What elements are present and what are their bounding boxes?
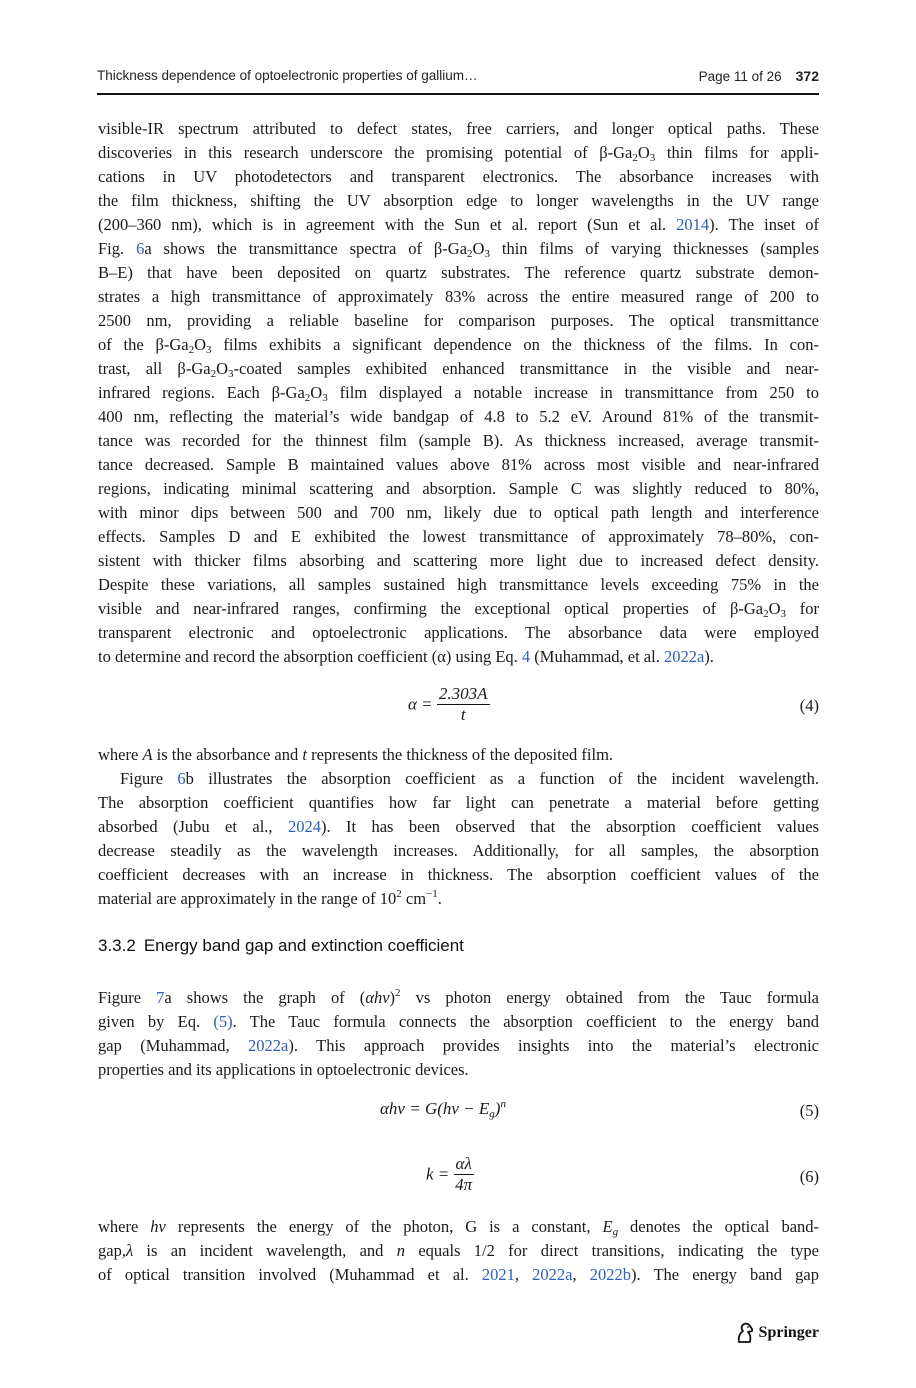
running-header	[97, 66, 819, 92]
equation-4	[98, 684, 819, 734]
eq4-denominator: t	[460, 705, 466, 724]
text-line: gap,λ is an incident wavelength, and n equals 1/2 for direct transitions, indicating the type	[98, 1241, 819, 1260]
text-line: The absorption coefficient quantifies how far light can penetrate a material before getting	[98, 793, 819, 812]
text-line: to determine and record the absorption coefficient (α) using Eq. 4 (Muhammad, et al. 2022a).	[98, 647, 714, 666]
text-line: Despite these variations, all samples sustained high transmittance levels exceeding 75% in the	[98, 575, 819, 594]
section-heading	[98, 936, 464, 956]
equation-link[interactable]: 4	[521, 647, 531, 666]
citation-link[interactable]: 2021	[481, 1265, 515, 1284]
paragraph-3	[98, 986, 819, 1082]
publisher-logo	[735, 1322, 819, 1344]
paragraph-2	[98, 743, 819, 911]
header-rule	[97, 93, 819, 95]
citation-link[interactable]: 2022b	[589, 1265, 631, 1284]
text-line: given by Eq. (5). The Tauc formula connects the absorption coefficient to the energy band	[98, 1012, 819, 1031]
figure-link[interactable]: 6	[136, 239, 145, 258]
text-line: tance decreased. Sample B maintained values above 81% across most visible and near-infrared	[98, 455, 819, 474]
section-number: 3.3.2	[98, 936, 136, 955]
eq6-lhs: k =	[426, 1164, 450, 1184]
equation-number: (6)	[799, 1167, 819, 1186]
text-line: the film thickness, shifting the UV absorption edge to longer wavelengths in the UV range	[98, 191, 819, 210]
citation-link[interactable]: 2022a	[248, 1036, 289, 1055]
page-of-total: Page 11 of 26	[698, 69, 782, 84]
text-line: Figure 6b illustrates the absorption coefficient as a function of the incident wavelength.	[120, 769, 819, 788]
text-line: properties and its applications in optoelectronic devices.	[98, 1060, 469, 1079]
text-line: Figure 7a shows the graph of $(\alpha h\nu)^2$ vs photon energy obtained from the Tauc formula	[98, 987, 820, 1007]
text-line: B–E) that have been deposited on quartz substrates. The reference quartz substrate demon-	[98, 263, 819, 282]
page-info	[699, 68, 819, 84]
text-line: material are approximately in the range of $10^2$ $cm^{-1}$.	[98, 888, 442, 908]
paragraph-1	[98, 117, 819, 669]
equation-link[interactable]: (5)	[213, 1012, 233, 1031]
text-line: decrease steadily as the wavelength increases. Additionally, for all samples, the absorption	[98, 841, 819, 860]
text-line: (200–360 nm), which is in agreement with the Sun et al. report (Sun et al. 2014). The inset of	[98, 215, 819, 234]
text-line: visible-IR spectrum attributed to defect states, free carriers, and longer optical paths. These	[98, 119, 819, 138]
text-line: visible and near-infrared ranges, confirming the exceptional optical properties of $\beta-Ga_2O_3$ for	[98, 599, 819, 620]
eq5-expression: $\alpha h\nu = G(h\nu - E_g)^n$	[380, 1098, 506, 1120]
text-line: of optical transition involved (Muhammad et al. 2021, 2022a, 2022b). The energy band gap	[98, 1265, 820, 1284]
eq4-numerator: 2.303A	[438, 684, 488, 703]
eq6-denominator: 4π	[455, 1175, 473, 1194]
figure-link[interactable]: 7	[156, 988, 165, 1007]
equation-5	[98, 1097, 819, 1147]
eq4-lhs: α =	[408, 694, 433, 714]
publisher-name: Springer	[758, 1324, 819, 1341]
text-line: transparent electronic and optoelectronic applications. The absorbance data were employed	[98, 623, 819, 642]
text-line: sistent with thicker films absorbing and scattering more light due to increased defect density.	[98, 551, 819, 570]
text-line: of the $\beta-Ga_2O_3$ films exhibits a significant dependence on the thickness of the films. In con-	[98, 335, 819, 356]
section-title: Energy band gap and extinction coefficient	[143, 936, 464, 955]
text-line: gap (Muhammad, 2022a). This approach provides insights into the material’s electronic	[98, 1036, 820, 1055]
text-line: discoveries in this research underscore the promising potential of $\beta-Ga_2O_3$ thin films for appli-	[98, 143, 819, 164]
text-line: Fig. 6a shows the transmittance spectra of $\beta-Ga_2O_3$ thin films of varying thicknesses (samples	[98, 239, 819, 260]
page-number: 372	[795, 68, 819, 84]
running-title: Thickness dependence of optoelectronic properties of gallium…	[97, 68, 478, 83]
text-line: effects. Samples D and E exhibited the lowest transmittance of approximately 78–80%, con-	[98, 527, 819, 546]
eq6-numerator: αλ	[455, 1154, 472, 1173]
text-line: coefficient decreases with an increase in thickness. The absorption coefficient values of the	[98, 865, 819, 884]
citation-link[interactable]: 2024	[287, 817, 321, 836]
text-line: trast, all $\beta-Ga_2O_3$-coated samples exhibited enhanced transmittance in the visible and near-	[98, 359, 820, 380]
text-line: with minor dips between 500 and 700 nm, likely due to optical path length and interference	[98, 503, 819, 522]
citation-link[interactable]: 2014	[676, 215, 710, 234]
eq6-fraction	[454, 1154, 474, 1195]
text-line: where hν represents the energy of the photon, G is a constant, $E_g$ denotes the optical band-	[98, 1217, 820, 1238]
equation-6	[98, 1154, 819, 1204]
text-line: 2500 nm, providing a reliable baseline for comparison purposes. The optical transmittance	[98, 311, 819, 330]
equation-number: (4)	[799, 696, 819, 715]
paragraph-4	[98, 1215, 819, 1287]
text-line: cations in UV photodetectors and transparent electronics. The absorbance increases with	[98, 167, 819, 186]
equation-number: (5)	[799, 1101, 819, 1120]
text-line: 400 nm, reflecting the material’s wide bandgap of 4.8 to 5.2 eV. Around 81% of the transmit-	[98, 407, 819, 426]
springer-horse-icon	[735, 1322, 755, 1344]
citation-link[interactable]: 2022a	[532, 1265, 573, 1284]
citation-link[interactable]: 2022a	[663, 647, 705, 666]
eq4-fraction	[437, 684, 490, 725]
text-line: where A is the absorbance and t represents the thickness of the deposited film.	[98, 745, 614, 764]
text-line: regions, indicating minimal scattering and absorption. Sample C was slightly reduced to 80%,	[98, 479, 819, 498]
text-line: tance was recorded for the thinnest film (sample B). As thickness increased, average transmit-	[98, 431, 819, 450]
text-line: infrared regions. Each $\beta-Ga_2O_3$ film displayed a notable increase in transmittance from 250 to	[98, 383, 819, 404]
figure-link[interactable]: 6	[177, 769, 186, 788]
text-line: strates a high transmittance of approximately 83% across the entire measured range of 200 to	[98, 287, 819, 306]
text-line: absorbed (Jubu et al., 2024). It has been observed that the absorption coefficient values	[98, 817, 820, 836]
